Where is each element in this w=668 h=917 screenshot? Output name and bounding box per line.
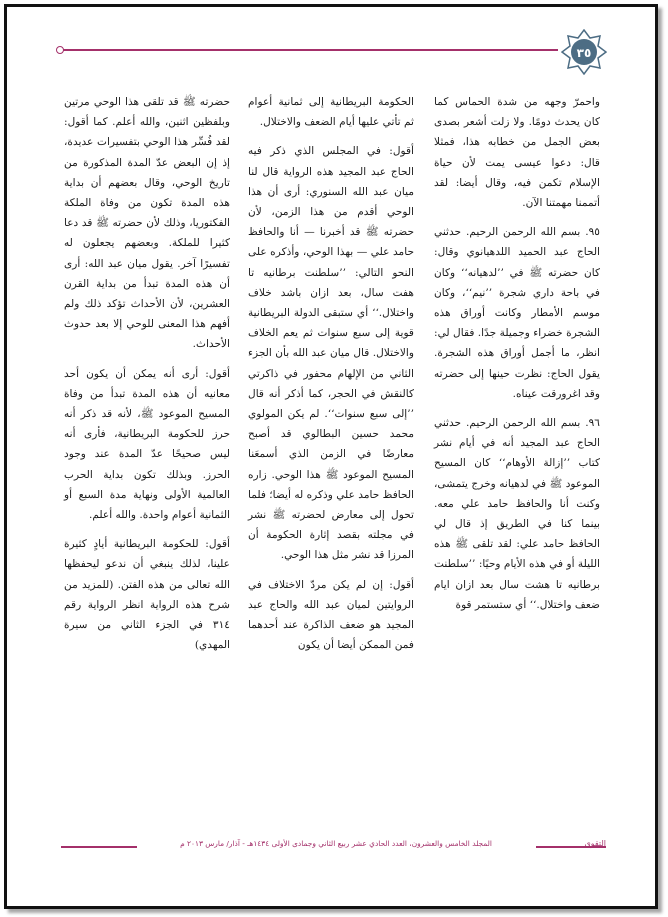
- paragraph: ٩٥. بسم الله الرحمن الرحيم. حدثني الحاج عبد الحميد اللدهيانوي وقال: كان حضرته ﷺ في ’’لدهيانه‘‘ وكان في باحة داري شجرة ’’نيم‘‘، وكان موسم الأمطار وكانت أوراق هذه الشجرة خضراء وجميلة جدًا. فقال لي: انظر، ما أجمل أوراق هذه الشجرة. يقول الحاج: نظرت حينها إلى حضرته وقد اغرورقت عيناه.: [434, 226, 600, 400]
- text-column-left: [64, 92, 230, 664]
- text-column-right: [434, 92, 600, 624]
- paragraph: أقول: أرى أنه يمكن أن يكون أحد معانيه أن هذه المدة تبدأ من وفاة المسيح الموعود ﷺ، لأنه قد ذكر أنه حرز للحكومة البريطانية، فأرى أنه ليس صحيحًا عدّ المدة عند وجود الحرز. وبذلك تكون بداية الحرب العالمية الأولى ونهاية مدة السبع أو الثمانية أعوام واحدة. والله أعلم.: [64, 367, 230, 522]
- paragraph: أقول: إن لم يكن مردّ الاختلاف في الروايتين لميان عبد الله والحاج عبد المجيد هو ضعف الذاكرة عند أحدهما فمن الممكن أيضا أن يكون: [248, 578, 414, 652]
- paragraph: أقول: للحكومة البريطانية أيادٍ كثيرة علينا، لذلك ينبغي أن ندعو ليحفظها الله تعالى من هذه الفتن. (للمزيد من شرح هذه الرواية انظر الرواية رقم ٣١٤ في الجزء الثاني من سيرة المهدي): [64, 538, 230, 652]
- header-divider: [61, 49, 558, 51]
- footer-journal-name: التقوى: [584, 839, 606, 848]
- footer-issue-info: المجلد الخامس والعشرون، العدد الحادي عشر ربيع الثاني وجمادى الأولى ١٤٣٤هـ - آذار/ مارس ٢٠١٣ م: [180, 839, 492, 848]
- text-column-middle: [248, 92, 414, 664]
- page-number: ٣٥: [576, 46, 592, 60]
- paragraph: الحكومة البريطانية إلى ثمانية أعوام ثم تأتي عليها أيام الضعف والاختلال.: [248, 96, 414, 129]
- header-divider-dot: [56, 46, 64, 54]
- paragraph: ٩٦. بسم الله الرحمن الرحيم. حدثني الحاج عبد المجيد أنه في أيام نشر كتاب ’’إزالة الأوهام‘‘ كان المسيح الموعود ﷺ في لدهيانه وخرج يتمشى، وكنت أنا والحافظ حامد علي معه. بينما كنا في الطريق إذ قال لي الحافظ حامد علي: لقد تلقى ﷺ هذه الليلة أو في هذه الأيام وحيًا: ’’سلطنت برطانيه تا هشت سال بعد ازان ايام ضعف واختلال.‘‘ أي ستستمر قوة: [434, 417, 600, 611]
- paragraph: حضرته ﷺ قد تلقى هذا الوحي مرتين وبلفظين اثنين، والله أعلم. كما أقول: لقد فُسِّر هذا الوحي بتفسيرات عديدة، إذ إن البعض عدّ المدة المذكورة من تاريخ الوحي، وقال بعضهم أن بداية هذه المدة تكون من وفاة الملكة الفكتوريا، وذلك لأن حضرته ﷺ قد دعا كثيرا للملكة. وبعضهم يجعلون له تفسيرًا آخر. يقول ميان عبد الله: أرى أن هذه المدة تبدأ من بداية القرن العشرين، لأن الأحداث تؤكد ذلك ولم أفهم هذا المعنى للوحي إلا بعد حدوث الأحداث.: [64, 96, 230, 351]
- paragraph: واحمرّ وجهه من شدة الحماس كما كان يحدث دومًا. ولا زلت أشعر بصدى بعض الجمل من خطابه هذا، فمثلا قال: دعوا عيسى يمت لأن حياة الإسلام تكمن فيه، وقال أيضا: لقد أتممنا مهمتنا الآن.: [434, 96, 600, 210]
- footer-divider-left: [61, 846, 137, 848]
- paragraph: أقول: في المجلس الذي ذكر فيه الحاج عبد المجيد هذه الرواية قال لنا ميان عبد الله السنوري: أرى أن هذا الوحي أقدم من هذا الزمن، لأن حضرته ﷺ قد أخبرنا — أنا والحافظ حامد علي — بهذا الوحي، وأذكره على النحو التالي: ’’سلطنت برطانيه تا هفت سال، بعد ازان باشد خلاف واختلال.‘‘ أي ستبقى الدولة البريطانية قوية إلى سبع سنوات ثم يعم الخلاف والاختلال. قال ميان عبد الله بأن الجزء الثاني من الإلهام محفور في ذاكرتي كالنقش في الحجر، كما أذكر أنه قال ’’إلى سبع سنوات‘‘. لم يكن المولوي محمد حسين البطالوي قد أصبح معارضًا في الزمن الذي أسمعَنا المسيح الموعود ﷺ هذا الوحي. زاره الحافظ حامد علي وذكره له أيضا؛ فلما تحول إلى معارض لحضرته ﷺ نشر في مجلته بقصد إثارة الحكومة أن المرزا قد نشر مثل هذا الوحي.: [247, 145, 414, 562]
- page-number-emblem: [561, 29, 607, 75]
